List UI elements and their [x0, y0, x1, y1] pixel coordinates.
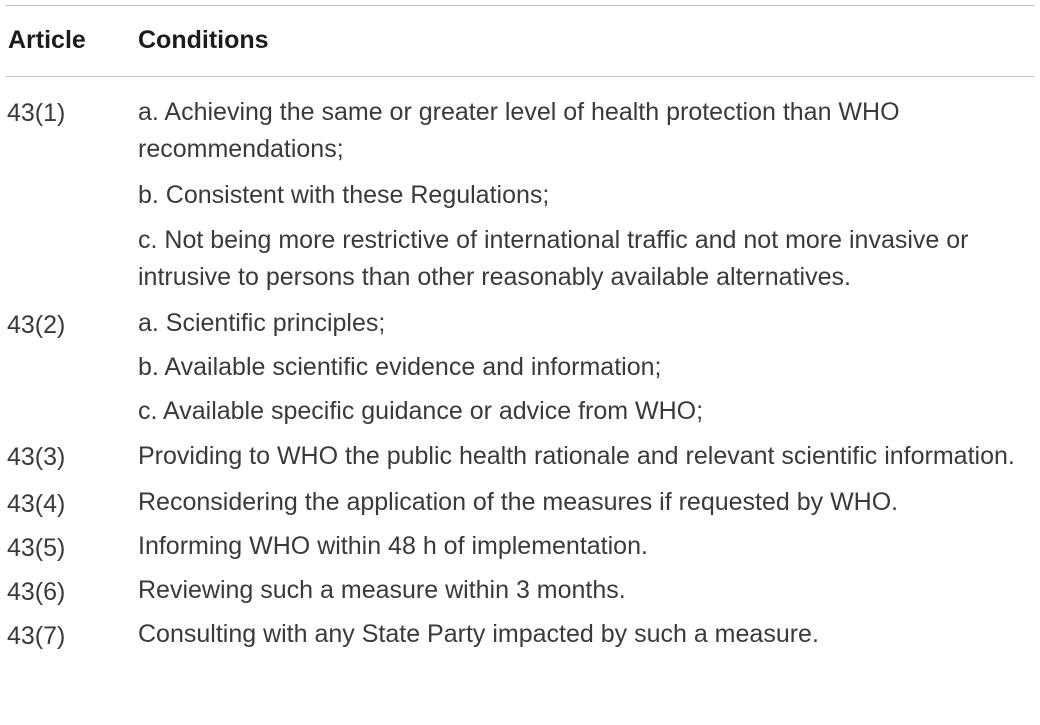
article-cell: 43(7)	[7, 622, 66, 650]
article-cell: 43(4)	[7, 490, 66, 518]
table-row	[0, 613, 1040, 657]
header-conditions: Conditions	[138, 26, 269, 54]
condition-item: c. Available specific guidance or advice from WHO;	[138, 397, 704, 425]
conditions-cell	[138, 90, 1038, 302]
table-row	[0, 90, 1040, 302]
table-row	[0, 481, 1040, 525]
condition-item: Providing to WHO the public health rationale and relevant scientific information.	[138, 442, 1015, 470]
condition-item: Consulting with any State Party impacted by such a measure.	[138, 620, 819, 648]
table-row	[0, 525, 1040, 569]
conditions-cell	[138, 525, 1038, 569]
conditions-cell	[138, 302, 1038, 434]
condition-item: Reviewing such a measure within 3 months.	[138, 576, 626, 604]
table-top-rule	[6, 5, 1034, 6]
article-cell: 43(1)	[7, 99, 66, 127]
condition-item: b. Consistent with these Regulations;	[138, 181, 550, 209]
conditions-cell	[138, 434, 1038, 481]
condition-item: Informing WHO within 48 h of implementation.	[138, 532, 648, 560]
table-row	[0, 302, 1040, 434]
condition-item: a. Achieving the same or greater level of health protection than WHO recommendations;	[138, 98, 900, 163]
condition-item: Reconsidering the application of the measures if requested by WHO.	[138, 488, 899, 516]
article-cell: 43(6)	[7, 578, 66, 606]
article-cell: 43(2)	[7, 311, 66, 339]
article-cell: 43(5)	[7, 534, 66, 562]
header-article: Article	[8, 26, 86, 54]
condition-item: b. Available scientific evidence and information;	[138, 353, 662, 381]
table-body	[0, 90, 1040, 657]
table-header-rule	[6, 76, 1034, 77]
conditions-cell	[138, 569, 1038, 613]
article-cell: 43(3)	[7, 443, 66, 471]
table-header	[0, 26, 1040, 58]
table-row	[0, 569, 1040, 613]
table-row	[0, 434, 1040, 481]
condition-item: c. Not being more restrictive of international traffic and not more invasive or intrusive to persons than other reasonably available alternatives.	[138, 226, 969, 291]
condition-item: a. Scientific principles;	[138, 309, 386, 337]
conditions-cell	[138, 481, 1038, 525]
conditions-cell	[138, 613, 1038, 657]
